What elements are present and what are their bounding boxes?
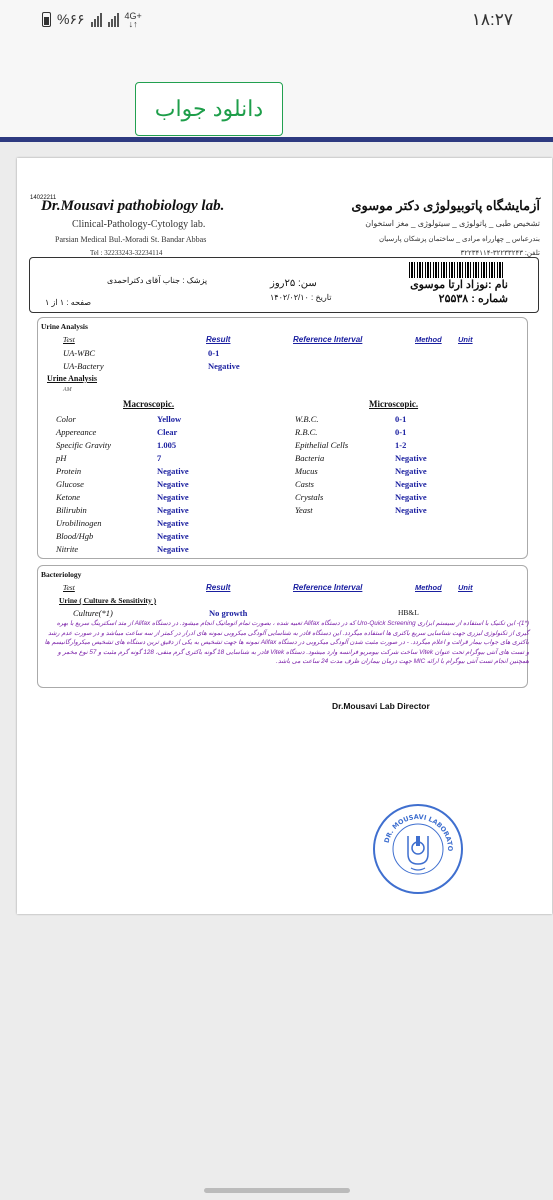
download-result-button[interactable]: دانلود جواب bbox=[135, 82, 283, 136]
barcode bbox=[409, 262, 505, 278]
urine-analysis-box bbox=[37, 317, 528, 559]
battery-percent: %۶۶ bbox=[57, 11, 85, 27]
lab-director-signature: Dr.Mousavi Lab Director bbox=[332, 701, 430, 711]
test-result: Negative bbox=[395, 492, 427, 502]
patient-name: نام :نوزاد ارتا موسوی bbox=[410, 279, 508, 291]
test-name: Crystals bbox=[295, 492, 324, 502]
lab-stamp bbox=[373, 804, 463, 894]
time-am: AM bbox=[63, 387, 72, 393]
bact-col-reference: Reference Interval bbox=[293, 583, 363, 592]
test-name: pH bbox=[56, 453, 67, 463]
bacteriology-title: Bacteriology bbox=[41, 570, 82, 579]
test-result: Negative bbox=[157, 505, 189, 515]
bact-col-result: Result bbox=[206, 583, 231, 592]
test-result: 0-1 bbox=[395, 414, 407, 424]
header-divider bbox=[0, 137, 553, 142]
col-method: Method bbox=[415, 335, 442, 344]
test-name: Blood/Hgb bbox=[56, 531, 94, 541]
home-indicator[interactable] bbox=[204, 1188, 350, 1193]
lab-subtitle-en: Clinical-Pathology-Cytology lab. bbox=[72, 219, 206, 230]
test-result: 1.005 bbox=[157, 440, 177, 450]
test-name: Nitrite bbox=[56, 544, 79, 554]
status-left bbox=[42, 11, 142, 28]
lab-address-en: Parsian Medical Bul.-Moradi St. Bandar Abbas bbox=[55, 235, 207, 244]
stamp-text: DR. MOUSAVI LABORATO bbox=[382, 812, 455, 852]
test-name: W.B.C. bbox=[295, 414, 319, 424]
bact-col-method: Method bbox=[415, 583, 442, 592]
test-name: Specific Gravity bbox=[56, 440, 111, 450]
patient-number: شماره : ۲۵۵۳۸ bbox=[438, 293, 508, 305]
test-result: Negative bbox=[157, 531, 189, 541]
test-name: Bacteria bbox=[295, 453, 325, 463]
lab-name-fa: آزمایشگاه پاتوبیولوژی دکتر موسوی bbox=[351, 198, 540, 213]
test-result: Negative bbox=[395, 466, 427, 476]
culture-subsection: Urine ( Culture & Sensitivity ) bbox=[59, 596, 157, 605]
col-test: Test bbox=[63, 335, 75, 344]
culture-method-note: (*1)- این تکنیک با استفاده از سیستم ابزاری Uro-Quick Screening که در دستگاه Alifax تعبیه شده ، بصورت تمام اتوماتیک انجام میشود. در دستگاه Alifax از متد اسکترینگ سریع با بهره گیری از تکنولوژی لیزری جهت شناسایی سریع باکتری ها استفاده میگردد. این دستگاه قادر به شناسایی آلودگی میکروبی نمونه های ادرار در کمتر از سه ساعت میباشد و در صورت عدم رشد باکتری های جواب بیمار قرائت و اعلام میگردد. - در صورت مثبت شدن آلودگی میکروبی در دستگاه Alifax نمونه ها جهت تشخیص به یکی از دقیق ترین دستگاه های تشخیص میکروارگانیسم ها و تست های آنتی بیوگرام تحت عنوان Vitek ساخت شرکت بیومریو فرانسه وارد میشود. دستگاه Vitek قادر به شناسایی 18 گونه باکتری گرم منفی، 128 گونه گرم مثبت و 57 نوع مخمر و همچنین انجام تست آنتی بیوگرام با ارائه MIC جهت درمان بیماران ظرف مدت 24 ساعت می باشد. bbox=[44, 620, 529, 665]
network-indicator: 4G+ ↓↑ bbox=[124, 10, 142, 29]
test-result: Negative bbox=[395, 505, 427, 515]
test-result: Clear bbox=[157, 427, 178, 437]
signal-icon bbox=[91, 12, 102, 27]
battery-icon bbox=[42, 12, 51, 27]
test-name: Bilirubin bbox=[56, 505, 87, 515]
test-name: Protein bbox=[56, 466, 82, 476]
test-name: Urobilinogen bbox=[56, 518, 102, 528]
lab-subtitle-fa: تشخیص طبی _ پاتولوژی _ سیتولوژی _ مغز استخوان bbox=[365, 219, 540, 228]
report-date: تاریخ : ۱۴۰۲/۰۲/۱۰ bbox=[270, 293, 332, 302]
test-name: Appereance bbox=[56, 427, 97, 437]
doc-code: 14022211 bbox=[30, 195, 57, 201]
test-name: UA-Bactery bbox=[63, 361, 104, 371]
test-name: Glucose bbox=[56, 479, 84, 489]
stamp-graphic bbox=[375, 806, 461, 892]
culture-test-name: Culture(*1) bbox=[73, 608, 113, 618]
culture-method: HB&L bbox=[398, 608, 419, 617]
test-result: Negative bbox=[157, 518, 189, 528]
lab-name-en: Dr.Mousavi pathobiology lab. bbox=[41, 198, 225, 214]
test-name: Color bbox=[56, 414, 76, 424]
urine-subsection: Urine Analysis bbox=[47, 374, 98, 383]
test-name: Casts bbox=[295, 479, 314, 489]
bact-col-unit: Unit bbox=[458, 583, 473, 592]
culture-result: No growth bbox=[209, 608, 248, 618]
test-result: Negative bbox=[157, 479, 189, 489]
test-name: Yeast bbox=[295, 505, 313, 515]
microscopic-title: Microscopic. bbox=[369, 399, 419, 409]
lab-report-document[interactable] bbox=[17, 158, 552, 914]
network-type: 4G+ bbox=[124, 10, 142, 21]
test-name: UA-WBC bbox=[63, 348, 96, 358]
test-result: Negative bbox=[157, 466, 189, 476]
test-result: 0-1 bbox=[395, 427, 407, 437]
urine-section-title: Urine Analysis bbox=[41, 322, 88, 331]
test-result: 1-2 bbox=[395, 440, 407, 450]
clock: ۱۸:۲۷ bbox=[471, 10, 513, 29]
col-unit: Unit bbox=[458, 335, 473, 344]
referring-doctor: پزشک : جناب آقای دکتراحمدی bbox=[107, 276, 208, 285]
lab-tel-fa: تلفن: ۳۲۲۳۳۲۴۳-۳۲۲۳۴۱۱۴ bbox=[460, 250, 540, 257]
test-result: Negative bbox=[157, 544, 189, 554]
test-result: Negative bbox=[208, 361, 240, 371]
test-name: Epithelial Cells bbox=[295, 440, 349, 450]
lab-address-fa: بندرعباس _ چهارراه مرادی _ ساختمان پزشکان پارسیان bbox=[379, 236, 540, 243]
patient-age: سن: ۲۵روز bbox=[270, 278, 317, 289]
test-result: 7 bbox=[157, 453, 162, 463]
test-result: Negative bbox=[395, 479, 427, 489]
page-number: صفحه : ۱ از ۱ bbox=[45, 298, 92, 307]
test-result: Yellow bbox=[157, 414, 182, 424]
status-bar bbox=[0, 0, 553, 42]
test-result: 0-1 bbox=[208, 348, 220, 358]
signal-icon-2 bbox=[108, 12, 119, 27]
test-name: Ketone bbox=[56, 492, 81, 502]
test-result: Negative bbox=[395, 453, 427, 463]
test-result: Negative bbox=[157, 492, 189, 502]
test-name: R.B.C. bbox=[295, 427, 318, 437]
col-reference: Reference Interval bbox=[293, 335, 363, 344]
col-result: Result bbox=[206, 335, 231, 344]
test-name: Mucus bbox=[295, 466, 318, 476]
bact-col-test: Test bbox=[63, 583, 75, 592]
macroscopic-title: Macroscopic. bbox=[123, 399, 175, 409]
lab-tel-en: Tel : 32233243-32234114 bbox=[90, 249, 163, 257]
